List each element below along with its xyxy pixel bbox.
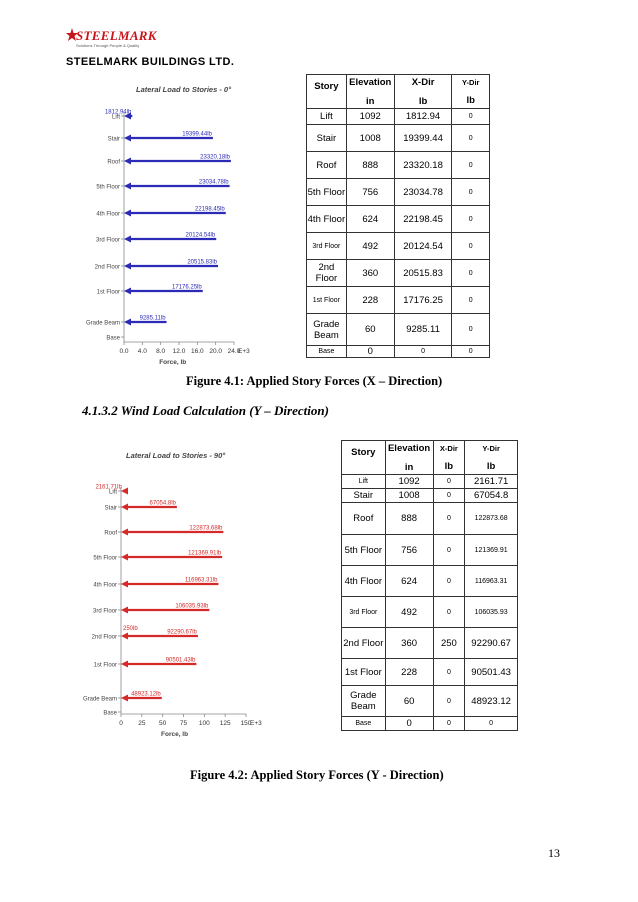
table-cell-y: 0	[452, 346, 490, 358]
story-label: Grade Beam	[85, 320, 120, 327]
table-cell-x: 0	[433, 535, 465, 566]
story-label: 2nd Floor	[94, 264, 120, 271]
table-row	[342, 535, 518, 566]
table-row	[342, 566, 518, 597]
table-cell-elev: 492	[346, 233, 394, 260]
table-cell-story: 5th Floor	[307, 179, 347, 206]
x-tick-label: 25	[138, 720, 146, 727]
x-tick-label: 125	[219, 720, 231, 727]
table-cell-x: 0	[433, 597, 465, 628]
table-cell-y: 48923.12	[465, 686, 518, 717]
table-cell-story: 3rd Floor	[342, 597, 386, 628]
x-tick-label: 16.0	[191, 348, 204, 355]
table-cell-elev: 60	[385, 686, 433, 717]
table-row	[342, 628, 518, 659]
x-tick-label: 150	[240, 720, 252, 727]
table-cell-y: 0	[452, 152, 490, 179]
table-cell-story: Base	[342, 717, 386, 731]
table-row	[342, 659, 518, 686]
table-cell-x: 0	[433, 717, 465, 731]
table-row	[307, 287, 490, 314]
story-label: Lift	[111, 114, 120, 121]
story-label: 5th Floor	[93, 555, 117, 562]
force-label: 90501.43lb	[165, 657, 196, 664]
story-label: Roof	[104, 530, 117, 537]
force-arrowhead	[121, 581, 128, 588]
table-cell-story: Lift	[307, 109, 347, 125]
table-cell-elev: 0	[346, 346, 394, 358]
x-multiplier: E+3	[250, 720, 262, 727]
table-cell-y: 106035.93	[465, 597, 518, 628]
table-row	[342, 717, 518, 731]
x-tick-label: 20.0	[209, 348, 222, 355]
header-elevation: Elevation in	[385, 441, 433, 475]
table-cell-y: 0	[452, 233, 490, 260]
table-cell-story: Grade Beam	[342, 686, 386, 717]
table-cell-y: 121369.91	[465, 535, 518, 566]
logo-wordmark: STEELMARK	[76, 28, 157, 43]
force-arrowhead	[124, 236, 131, 243]
force-arrowhead	[124, 158, 131, 165]
table-cell-x: 0	[433, 659, 465, 686]
force-label: 116963.31lb	[184, 577, 218, 584]
x-multiplier: E+3	[238, 348, 250, 355]
table-cell-x: 23034.78	[394, 179, 452, 206]
table-cell-y: 90501.43	[465, 659, 518, 686]
header-ydir: Y-Dir lb	[465, 441, 518, 475]
x-tick-label: 0	[119, 720, 123, 727]
table-cell-elev: 1092	[346, 109, 394, 125]
x-tick-label: 8.0	[156, 348, 166, 355]
table-row	[342, 503, 518, 535]
table-cell-y: 0	[452, 109, 490, 125]
header-xdir: X-Dir lb	[394, 75, 452, 109]
story-label: 4th Floor	[93, 582, 117, 589]
logo-tagline: Solutions Through People & Quality	[76, 43, 140, 48]
table-cell-story: Roof	[342, 503, 386, 535]
table-row	[342, 597, 518, 628]
table-cell-y: 0	[465, 717, 518, 731]
force-label: 19399.44lb	[182, 131, 212, 138]
chart-title: Lateral Load to Stories - 90°	[126, 451, 226, 460]
table-row	[307, 346, 490, 358]
story-label: 1st Floor	[96, 289, 120, 296]
table-cell-story: Grade Beam	[307, 314, 347, 346]
story-label: Base	[103, 710, 117, 717]
table-cell-x: 250	[433, 628, 465, 659]
table-cell-elev: 1092	[385, 475, 433, 489]
table-cell-story: 1st Floor	[342, 659, 386, 686]
force-arrowhead	[121, 504, 128, 511]
x-tick-label: 100	[198, 720, 210, 727]
force-label: 17176.25lb	[172, 284, 202, 291]
table-row	[307, 233, 490, 260]
header-ydir: Y-Dir lb	[452, 75, 490, 109]
table-row	[307, 109, 490, 125]
table-row	[342, 475, 518, 489]
header-story: Story	[342, 441, 386, 475]
story-label: Base	[106, 335, 120, 342]
table-row	[307, 179, 490, 206]
force-arrowhead	[121, 529, 128, 536]
table-cell-elev: 228	[385, 659, 433, 686]
x-tick-label: 0.0	[119, 348, 129, 355]
table-cell-y: 2161.71	[465, 475, 518, 489]
table-cell-story: Base	[307, 346, 347, 358]
table-row	[342, 489, 518, 503]
story-label: Grade Beam	[82, 696, 117, 703]
force-arrowhead	[124, 183, 131, 190]
table-cell-elev: 360	[346, 260, 394, 287]
x-tick-label: 12.0	[172, 348, 186, 355]
force-arrowhead	[124, 135, 131, 142]
force-arrowhead	[121, 607, 128, 614]
table-cell-x: 0	[433, 475, 465, 489]
table-cell-elev: 888	[385, 503, 433, 535]
story-label: 3rd Floor	[92, 608, 117, 615]
story-label: 2nd Floor	[91, 634, 117, 641]
table-cell-elev: 756	[346, 179, 394, 206]
table-cell-story: 5th Floor	[342, 535, 386, 566]
force-arrowhead	[124, 263, 131, 270]
story-label: Stair	[107, 136, 120, 143]
force-arrowhead	[124, 210, 131, 217]
table-cell-story: Stair	[307, 125, 347, 152]
force-label: 67054.8lb	[149, 500, 176, 507]
table-cell-x: 0	[433, 503, 465, 535]
table-cell-elev: 1008	[385, 489, 433, 503]
figure-caption-1: Figure 4.1: Applied Story Forces (X – Direction)	[186, 374, 443, 388]
header-story: Story	[307, 75, 347, 109]
force-label: 23320.18lb	[200, 154, 230, 161]
force-label: 2161.71lb	[95, 484, 122, 491]
table-cell-elev: 624	[385, 566, 433, 597]
page-number: 13	[548, 846, 560, 860]
table-cell-x: 1812.94	[394, 109, 452, 125]
table-cell-story: 2nd Floor	[307, 260, 347, 287]
story-label: Lift	[108, 489, 117, 496]
table-cell-elev: 624	[346, 206, 394, 233]
table-cell-y: 0	[452, 260, 490, 287]
story-label: Stair	[104, 505, 117, 512]
table-cell-story: 2nd Floor	[342, 628, 386, 659]
table-cell-x: 20124.54	[394, 233, 452, 260]
table-cell-story: Roof	[307, 152, 347, 179]
table-row	[307, 314, 490, 346]
table-cell-x: 0	[394, 346, 452, 358]
figure-caption-2: Figure 4.2: Applied Story Forces (Y - Direction)	[190, 768, 444, 782]
table-cell-elev: 228	[346, 287, 394, 314]
table-cell-story: 1st Floor	[307, 287, 347, 314]
table-cell-elev: 60	[346, 314, 394, 346]
x-tick-label: 4.0	[137, 348, 147, 355]
story-label: 3rd Floor	[95, 237, 120, 244]
company-name: STEELMARK BUILDINGS LTD.	[66, 56, 235, 68]
force-arrowhead	[121, 661, 128, 668]
header-elevation: Elevation in	[346, 75, 394, 109]
force-label: 20515.83lb	[187, 259, 218, 266]
table-cell-story: 3rd Floor	[307, 233, 347, 260]
x-tick-label: 50	[159, 720, 167, 727]
x-axis-title: Force, lb	[159, 359, 187, 366]
table-cell-x: 0	[433, 686, 465, 717]
chart-title: Lateral Load to Stories - 0°	[136, 85, 232, 94]
table-cell-elev: 360	[385, 628, 433, 659]
force-label: 20124.54lb	[185, 232, 216, 239]
table-cell-y: 0	[452, 287, 490, 314]
table-cell-x: 19399.44	[394, 125, 452, 152]
table-cell-x: 17176.25	[394, 287, 452, 314]
table-cell-elev: 756	[385, 535, 433, 566]
force-arrowhead	[121, 488, 128, 495]
table-cell-x: 20515.83	[394, 260, 452, 287]
force-label: 1812.94lb	[104, 109, 132, 116]
story-label: Roof	[107, 159, 120, 166]
table-cell-elev: 492	[385, 597, 433, 628]
table-header-row	[307, 75, 490, 109]
table-cell-elev: 0	[385, 717, 433, 731]
table-row	[307, 125, 490, 152]
table-cell-story: Lift	[342, 475, 386, 489]
table-row	[307, 152, 490, 179]
table-cell-elev: 1008	[346, 125, 394, 152]
table-cell-y: 0	[452, 179, 490, 206]
x-tick-label: 75	[179, 720, 188, 727]
force-arrowhead	[121, 554, 128, 561]
table-cell-y: 116963.31	[465, 566, 518, 597]
table-cell-x: 22198.45	[394, 206, 452, 233]
company-logo	[66, 28, 166, 54]
table-cell-x: 9285.11	[394, 314, 452, 346]
chart-y-direction	[82, 446, 308, 738]
force-arrowhead	[124, 319, 131, 326]
force-arrowhead	[121, 633, 128, 640]
x-axis-title: Force, lb	[161, 731, 189, 738]
table-cell-story: Stair	[342, 489, 386, 503]
table-cell-story: 4th Floor	[307, 206, 347, 233]
force-label: 23034.78lb	[198, 179, 229, 186]
table-cell-y: 122873.68	[465, 503, 518, 535]
x-tick-label: 24.0	[227, 348, 241, 355]
table-cell-x: 23320.18	[394, 152, 452, 179]
table-cell-story: 4th Floor	[342, 566, 386, 597]
force-label: 9285.11lb	[139, 315, 166, 322]
chart-x-direction	[85, 80, 310, 370]
table-row	[307, 260, 490, 287]
story-label: 5th Floor	[96, 184, 120, 191]
force-label: 22198.45lb	[195, 206, 225, 213]
table-cell-y: 0	[452, 314, 490, 346]
section-heading: 4.1.3.2 Wind Load Calculation (Y – Direction)	[82, 403, 329, 418]
table-cell-y: 0	[452, 125, 490, 152]
table-cell-y: 67054.8	[465, 489, 518, 503]
table-cell-elev: 888	[346, 152, 394, 179]
force-arrowhead	[121, 695, 128, 702]
story-label: 4th Floor	[96, 211, 120, 218]
story-label: 1st Floor	[93, 662, 117, 669]
table-cell-y: 0	[452, 206, 490, 233]
header-xdir: X-Dir lb	[433, 441, 465, 475]
story-table-x	[306, 74, 490, 358]
table-cell-y: 92290.67	[465, 628, 518, 659]
table-row	[307, 206, 490, 233]
table-cell-x: 0	[433, 489, 465, 503]
force-label: 122873.68lb	[189, 525, 223, 532]
table-header-row	[342, 441, 518, 475]
force-arrowhead	[124, 288, 131, 295]
force-label: 92290.67lb	[167, 629, 197, 636]
force-label: 250lb	[123, 626, 138, 632]
table-row	[342, 686, 518, 717]
story-table-y	[341, 440, 518, 731]
force-label: 48923.12lb	[131, 691, 161, 698]
force-label: 106035.93lb	[175, 603, 209, 610]
table-cell-x: 0	[433, 566, 465, 597]
force-label: 121369.91lb	[188, 550, 222, 557]
